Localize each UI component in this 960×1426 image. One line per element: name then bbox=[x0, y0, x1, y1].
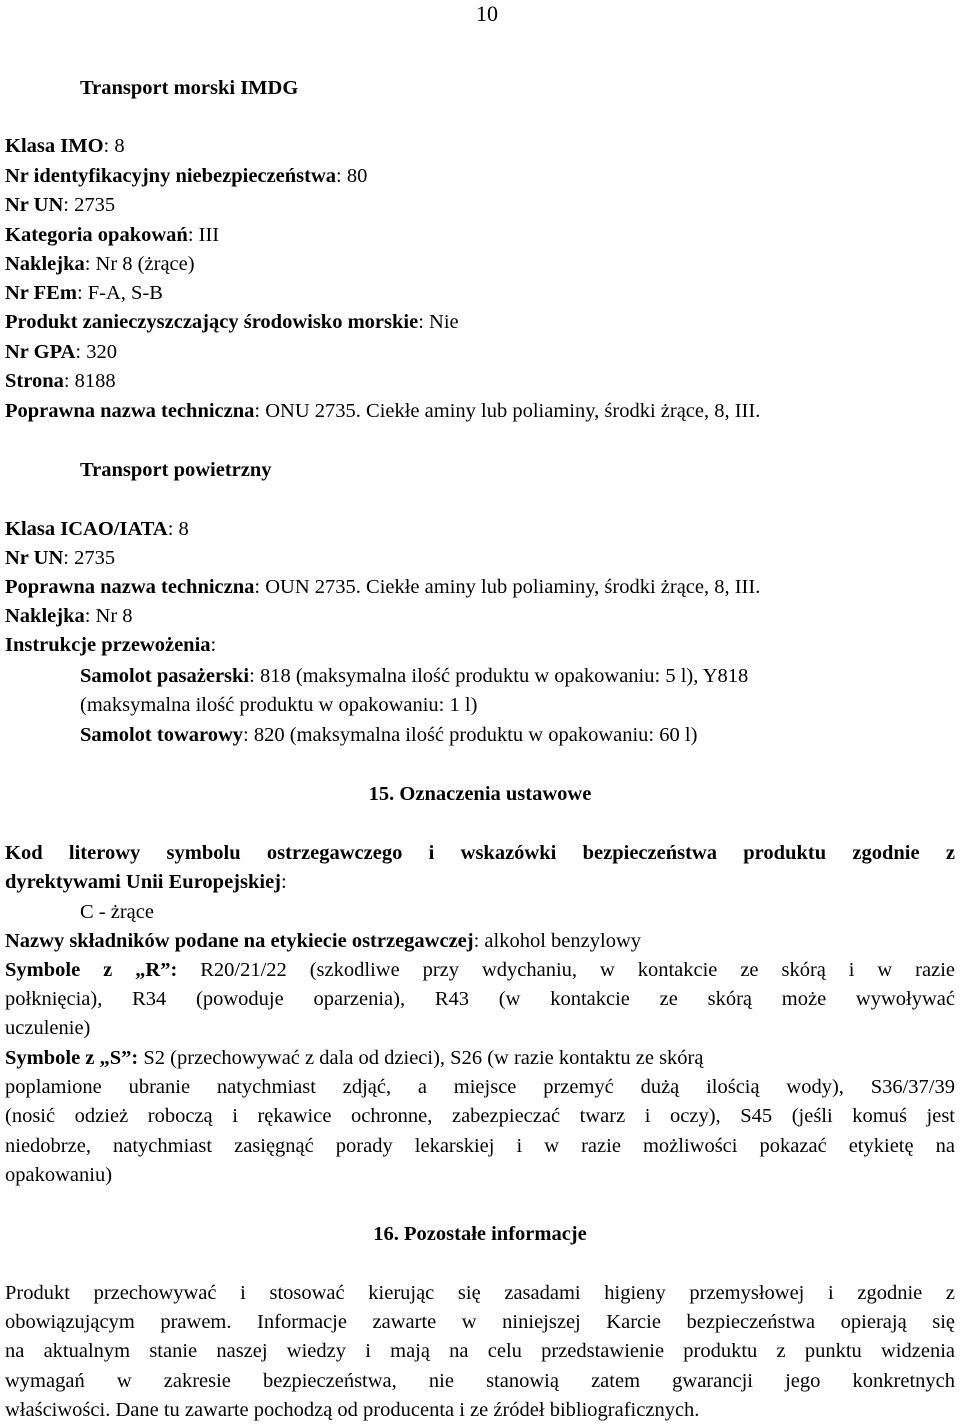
s16-line: Produkt przechowywać i stosować kierując się zasadami higieny przemysłowej i zgodnie z bbox=[5, 1282, 955, 1304]
section-15-heading: 15. Oznaczenia ustawowe bbox=[368, 783, 592, 805]
air-row bbox=[5, 544, 115, 572]
imdg-row bbox=[5, 367, 116, 395]
passenger-value: : 818 (maksymalna ilość produktu w opakowaniu: 5 l), Y818 bbox=[249, 665, 749, 687]
section-16-heading: 16. Pozostałe informacje bbox=[373, 1223, 587, 1245]
air-heading: Transport powietrzny bbox=[80, 459, 272, 481]
row-label: Nr GPA bbox=[5, 341, 76, 363]
imdg-row bbox=[5, 338, 117, 366]
row-value: : Nie bbox=[418, 311, 459, 333]
imdg-row bbox=[5, 132, 125, 160]
imdg-row bbox=[5, 250, 195, 278]
row-label: Strona bbox=[5, 370, 64, 392]
imdg-row bbox=[5, 221, 219, 249]
s-label: Symbole z „S”: bbox=[5, 1047, 139, 1069]
row-label: Klasa IMO bbox=[5, 135, 104, 157]
air-row bbox=[5, 631, 216, 659]
row-value: : 8188 bbox=[63, 370, 116, 392]
cargo-value: : 820 (maksymalna ilość produktu w opakowaniu: 60 l) bbox=[243, 724, 698, 746]
passenger-line bbox=[80, 662, 748, 690]
row-label: Nr UN bbox=[5, 194, 64, 216]
imdg-row bbox=[5, 308, 459, 336]
nazwy-label: Nazwy składników podane na etykiecie ostrzegawczej bbox=[5, 930, 474, 952]
nazwy-line bbox=[5, 927, 641, 955]
passenger-line-2: (maksymalna ilość produktu w opakowaniu: 1 l) bbox=[80, 694, 478, 716]
imdg-row bbox=[5, 279, 163, 307]
r-text: R20/21/22 (szkodliwe przy wdychaniu, w kontakcie ze skórą i w razie bbox=[177, 959, 955, 981]
row-value: : 2735 bbox=[63, 194, 116, 216]
row-value: : III bbox=[187, 224, 220, 246]
row-label: Nr FEm bbox=[5, 282, 77, 304]
row-label: Naklejka bbox=[5, 605, 85, 627]
s-line-4: niedobrze, natychmiast zasięgnąć porady lekarskiej i w razie możliwości pokazać etykietę na bbox=[5, 1135, 955, 1157]
row-value: : 80 bbox=[336, 165, 368, 187]
kod-colon: : bbox=[281, 871, 287, 893]
r-label: Symbole z „R”: bbox=[5, 959, 178, 981]
row-value: : F-A, S-B bbox=[76, 282, 163, 304]
row-value: : 8 bbox=[167, 518, 189, 540]
row-label: Kategoria opakowań bbox=[5, 224, 188, 246]
row-value: : Nr 8 (żrące) bbox=[84, 253, 195, 275]
row-label: Nr UN bbox=[5, 547, 64, 569]
imdg-row bbox=[5, 162, 367, 190]
cargo-line bbox=[80, 721, 697, 749]
nazwy-value: : alkohol benzylowy bbox=[473, 930, 641, 952]
r-line-1 bbox=[5, 956, 955, 984]
imdg-row bbox=[5, 397, 760, 425]
s16-line: właściwości. Dane tu zawarte pochodzą od producenta i ze źródeł bibliograficznych. bbox=[5, 1399, 700, 1421]
imdg-row bbox=[5, 191, 115, 219]
air-row bbox=[5, 515, 189, 543]
row-label: Klasa ICAO/IATA bbox=[5, 518, 168, 540]
kod-line-1: Kod literowy symbolu ostrzegawczego i wskazówki bezpieczeństwa produktu zgodnie z bbox=[5, 842, 955, 864]
air-row bbox=[5, 602, 133, 630]
s-line-1 bbox=[5, 1044, 703, 1072]
row-value: : ONU 2735. Ciekłe aminy lub poliaminy, środki żrące, 8, III. bbox=[254, 400, 761, 422]
s16-line: obowiązującym prawem. Informacje zawarte w niniejszej Karcie bezpieczeństwa opierają się bbox=[5, 1311, 955, 1333]
row-label: Naklejka bbox=[5, 253, 85, 275]
s-text: S2 (przechowywać z dala od dzieci), S26 (w razie kontaktu ze skórą bbox=[138, 1047, 704, 1069]
row-value: : 2735 bbox=[63, 547, 116, 569]
r-line-2: połknięcia), R34 (powoduje oparzenia), R43 (w kontakcie ze skórą może wywoływać bbox=[5, 988, 955, 1010]
row-label: Produkt zanieczyszczający środowisko morskie bbox=[5, 311, 419, 333]
row-value: : OUN 2735. Ciekłe aminy lub poliaminy, środki żrące, 8, III. bbox=[254, 576, 761, 598]
row-value: : bbox=[210, 634, 217, 656]
s16-line: wymagań w zakresie bezpieczeństwa, nie stanowią zatem gwarancji jego konkretnych bbox=[5, 1370, 955, 1392]
row-label: Instrukcje przewożenia bbox=[5, 634, 211, 656]
row-label: Poprawna nazwa techniczna bbox=[5, 576, 255, 598]
s-line-2: poplamione ubranie natychmiast zdjąć, a miejsce przemyć dużą ilością wody), S36/37/39 bbox=[5, 1076, 955, 1098]
passenger-label: Samolot pasażerski bbox=[80, 665, 250, 687]
s16-line: na aktualnym stanie naszej wiedzy i mają na celu przedstawienie produktu z punktu widzenia bbox=[5, 1340, 955, 1362]
row-label: Nr identyfikacyjny niebezpieczeństwa bbox=[5, 165, 337, 187]
kod-label: dyrektywami Unii Europejskiej bbox=[5, 871, 282, 893]
air-row bbox=[5, 573, 760, 601]
r-line-3: uczulenie) bbox=[5, 1017, 91, 1039]
row-value: : 320 bbox=[75, 341, 117, 363]
row-value: : Nr 8 bbox=[84, 605, 133, 627]
imdg-heading: Transport morski IMDG bbox=[80, 77, 299, 99]
s-line-5: opakowaniu) bbox=[5, 1164, 113, 1186]
cargo-label: Samolot towarowy bbox=[80, 724, 244, 746]
c-symbol-line: C - żrące bbox=[80, 901, 154, 923]
page-number: 10 bbox=[476, 1, 498, 26]
row-label: Poprawna nazwa techniczna bbox=[5, 400, 255, 422]
s-line-3: (nosić odzież roboczą i rękawice ochronne, zabezpieczać twarz i oczy), S45 (jeśli komuś jest bbox=[5, 1105, 955, 1127]
row-value: : 8 bbox=[103, 135, 125, 157]
kod-line-2 bbox=[5, 868, 287, 896]
